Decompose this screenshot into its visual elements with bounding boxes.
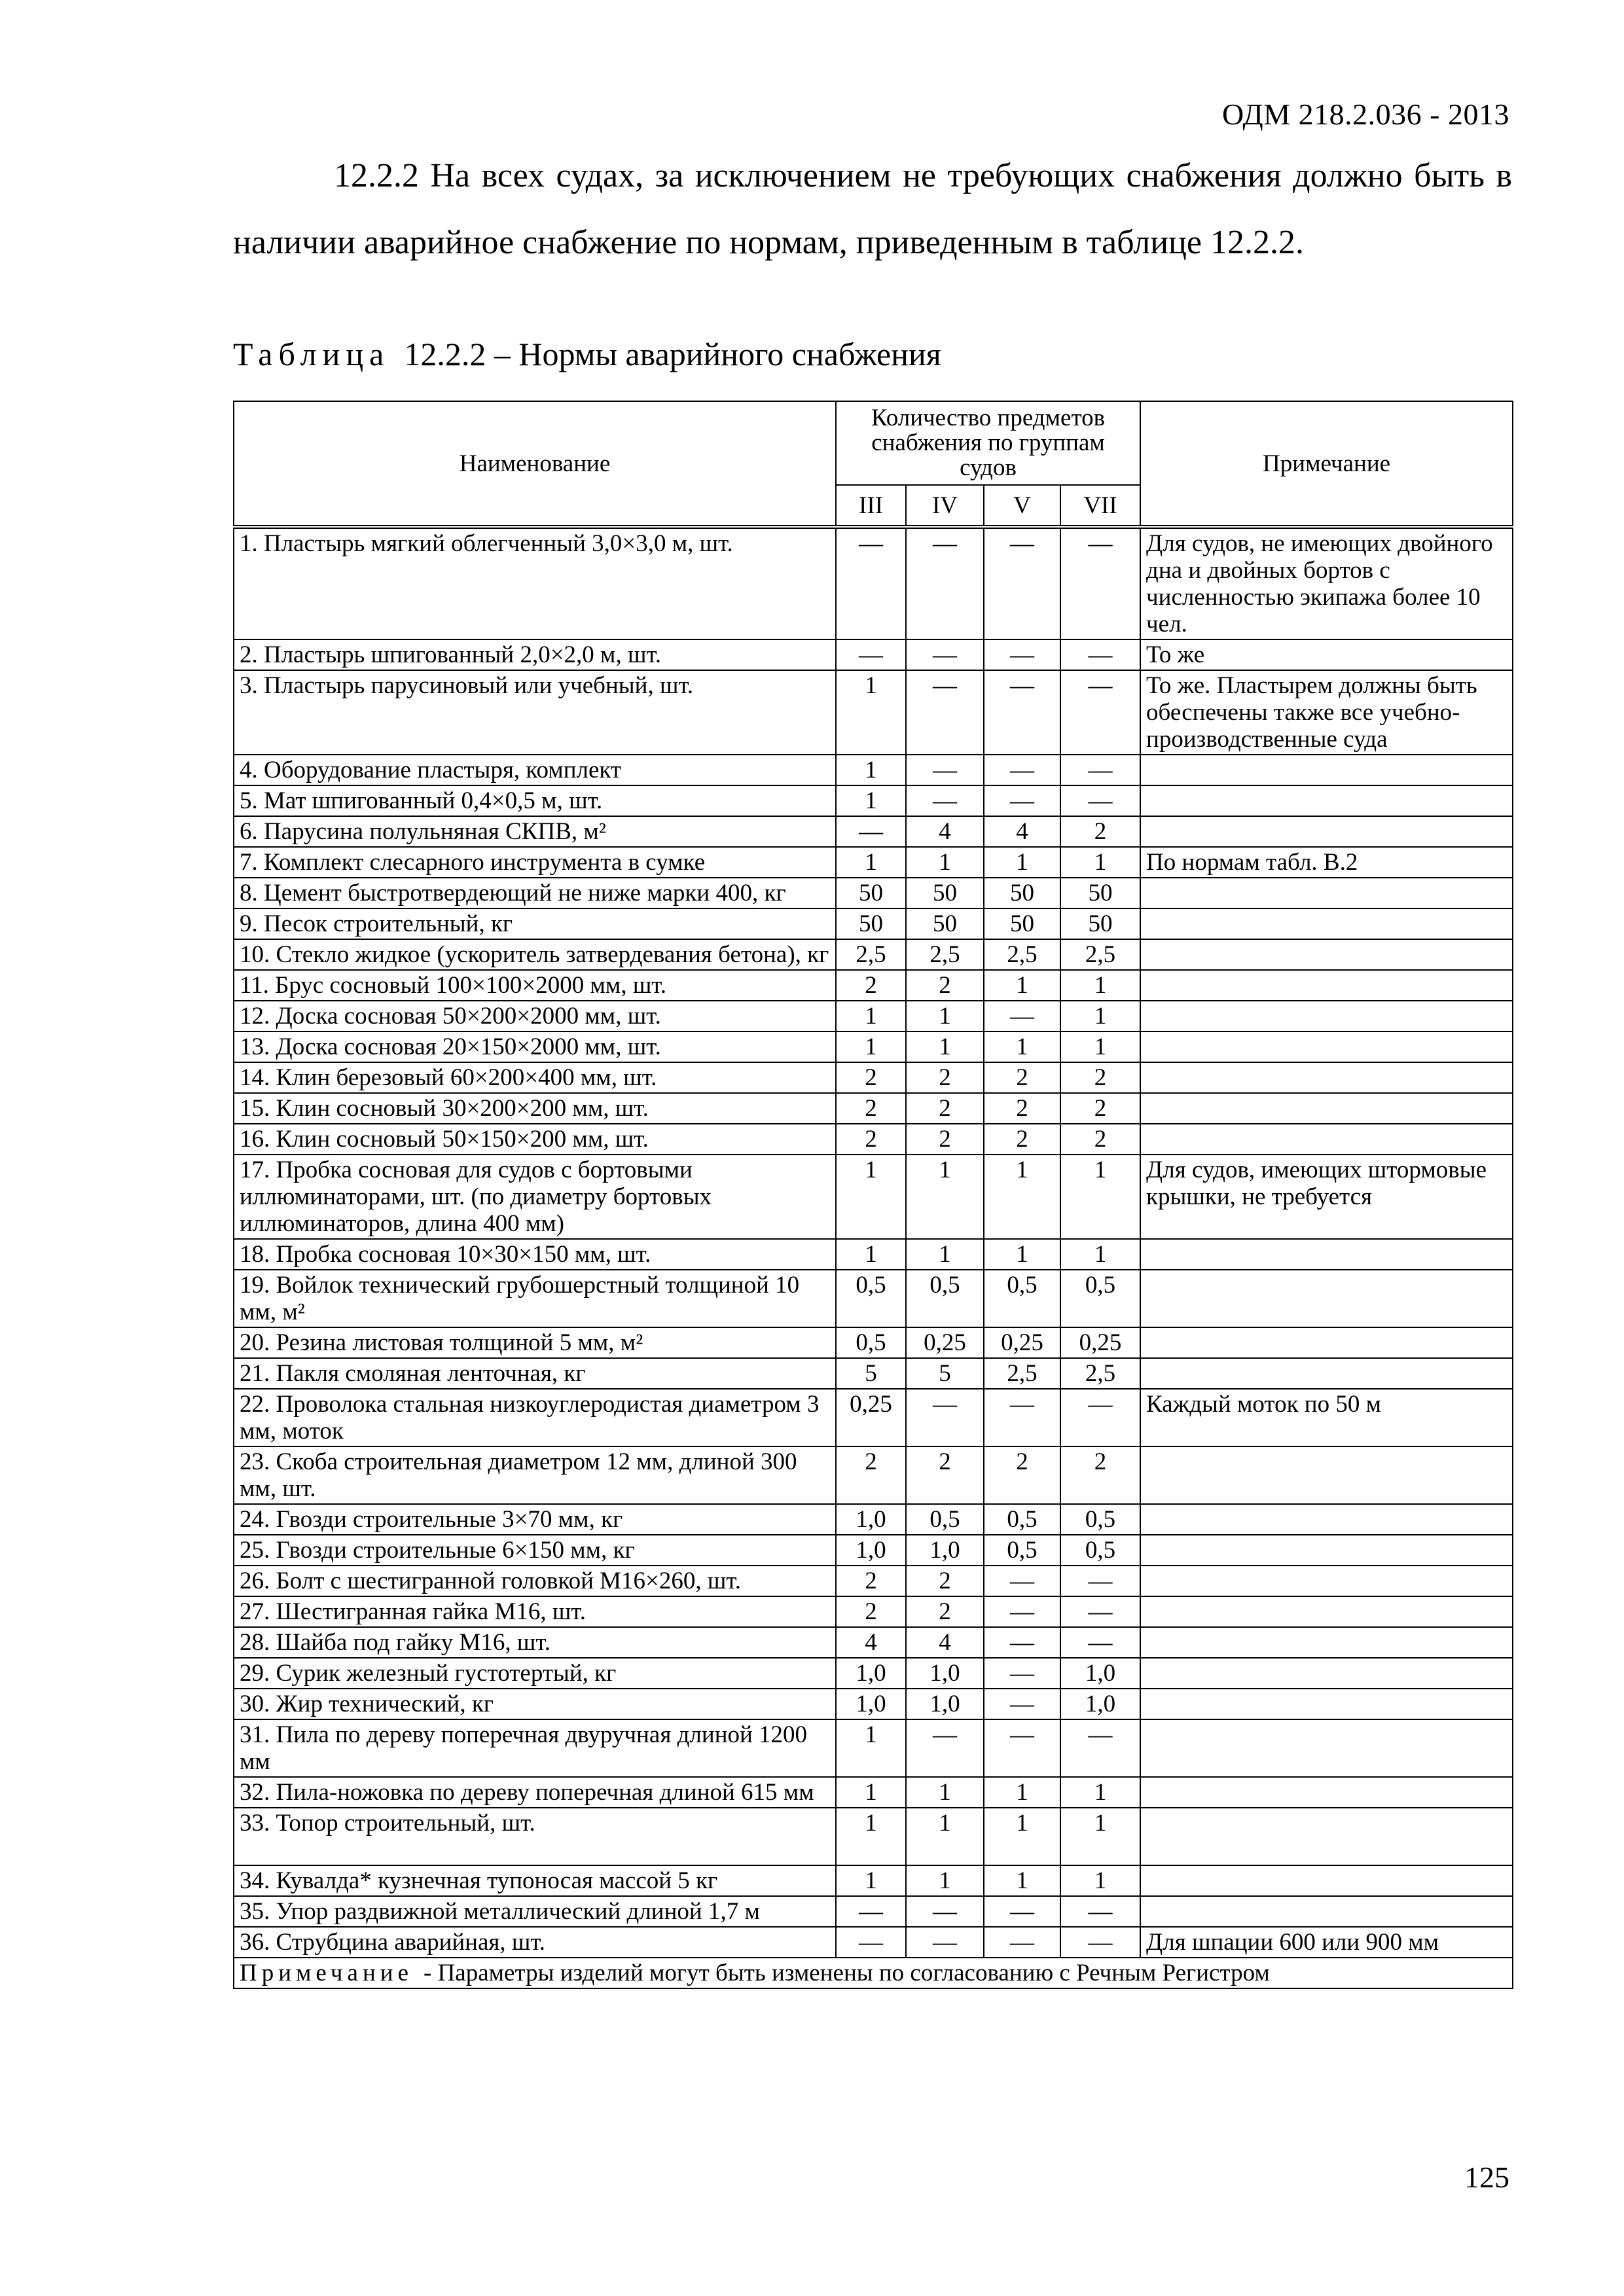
table-caption (233, 335, 941, 373)
quantity-cell: 2 (836, 1566, 906, 1596)
item-name-cell: 33. Топор строительный, шт. (234, 1808, 836, 1865)
quantity-cell: 1 (984, 1155, 1060, 1239)
quantity-cell: — (984, 785, 1060, 816)
quantity-cell: 1,0 (836, 1535, 906, 1566)
quantity-cell: 1 (836, 1001, 906, 1031)
quantity-cell: — (984, 1389, 1060, 1446)
table-row (234, 1865, 1513, 1896)
table-row (234, 878, 1513, 908)
quantity-cell: — (984, 1719, 1060, 1777)
quantity-cell: — (1060, 639, 1140, 670)
quantity-cell: 0,5 (906, 1270, 984, 1327)
quantity-cell: 1 (1060, 1031, 1140, 1062)
note-cell (1140, 1239, 1513, 1270)
header-group-vii: VII (1060, 485, 1140, 527)
quantity-cell: 2 (984, 1124, 1060, 1155)
quantity-cell: — (1060, 527, 1140, 639)
item-name-cell: 29. Сурик железный густотертый, кг (234, 1658, 836, 1689)
quantity-cell: — (906, 1927, 984, 1958)
quantity-cell: 2 (1060, 1446, 1140, 1504)
quantity-cell: 50 (906, 908, 984, 939)
quantity-cell: — (984, 1896, 1060, 1927)
item-name-cell: 2. Пластырь шпигованный 2,0×2,0 м, шт. (234, 639, 836, 670)
quantity-cell: 2 (836, 1124, 906, 1155)
header-note: Примечание (1140, 401, 1513, 527)
note-cell: То же (1140, 639, 1513, 670)
quantity-cell: 1 (1060, 1865, 1140, 1896)
quantity-cell: 1 (984, 1808, 1060, 1865)
header-name: Наименование (234, 401, 836, 527)
item-name-cell: 28. Шайба под гайку М16, шт. (234, 1627, 836, 1658)
quantity-cell: 1 (836, 670, 906, 755)
quantity-cell: 1 (984, 1777, 1060, 1808)
emergency-supply-table (233, 401, 1513, 1989)
quantity-cell: 2 (906, 1124, 984, 1155)
quantity-cell: 4 (906, 1627, 984, 1658)
item-name-cell: 16. Клин сосновый 50×150×200 мм, шт. (234, 1124, 836, 1155)
item-name-cell: 26. Болт с шестигранной головкой М16×260, шт. (234, 1566, 836, 1596)
note-cell (1140, 1270, 1513, 1327)
table-row (234, 1062, 1513, 1093)
note-cell (1140, 1865, 1513, 1896)
note-cell (1140, 1896, 1513, 1927)
quantity-cell: 2 (906, 970, 984, 1001)
quantity-cell: — (906, 639, 984, 670)
quantity-cell: 4 (906, 816, 984, 847)
quantity-cell: — (906, 1719, 984, 1777)
quantity-cell: 1 (984, 847, 1060, 878)
table-row (234, 1327, 1513, 1358)
quantity-cell: 2 (1060, 1093, 1140, 1124)
quantity-cell: 0,25 (906, 1327, 984, 1358)
quantity-cell: 50 (1060, 908, 1140, 939)
note-cell (1140, 1777, 1513, 1808)
item-name-cell: 10. Стекло жидкое (ускоритель затвердевания бетона), кг (234, 939, 836, 970)
quantity-cell: 5 (906, 1358, 984, 1389)
quantity-cell: 2 (1060, 816, 1140, 847)
note-cell: Каждый моток по 50 м (1140, 1389, 1513, 1446)
quantity-cell: 1 (984, 1239, 1060, 1270)
quantity-cell: — (836, 816, 906, 847)
quantity-cell: — (984, 527, 1060, 639)
table-row (234, 1446, 1513, 1504)
table-row (234, 908, 1513, 939)
footnote-text: - Параметры изделий могут быть изменены по согласованию с Речным Регистром (424, 1960, 1270, 1986)
header-quantity: Количество предметов снабжения по группам судов (836, 401, 1140, 485)
quantity-cell: 50 (836, 908, 906, 939)
item-name-cell: 27. Шестигранная гайка М16, шт. (234, 1596, 836, 1627)
quantity-cell: 0,25 (1060, 1327, 1140, 1358)
quantity-cell: 2,5 (1060, 939, 1140, 970)
quantity-cell: 2 (906, 1062, 984, 1093)
header-group-v: V (984, 485, 1060, 527)
quantity-cell: 1 (1060, 847, 1140, 878)
quantity-cell: 0,25 (836, 1389, 906, 1446)
quantity-cell: 2 (906, 1566, 984, 1596)
quantity-cell: — (1060, 1389, 1140, 1446)
item-name-cell: 24. Гвозди строительные 3×70 мм, кг (234, 1504, 836, 1535)
table-row (234, 1896, 1513, 1927)
item-name-cell: 21. Пакля смоляная ленточная, кг (234, 1358, 836, 1389)
table-row (234, 939, 1513, 970)
quantity-cell: 1 (836, 1777, 906, 1808)
note-cell (1140, 1808, 1513, 1865)
quantity-cell: 50 (836, 878, 906, 908)
quantity-cell: — (984, 1689, 1060, 1719)
quantity-cell: 1 (836, 1031, 906, 1062)
quantity-cell: 2 (984, 1062, 1060, 1093)
item-name-cell: 17. Пробка сосновая для судов с бортовыми иллюминаторами, шт. (по диаметру бортовых иллюминаторов, длина 400 мм) (234, 1155, 836, 1239)
note-cell (1140, 1719, 1513, 1777)
quantity-cell: 2 (906, 1446, 984, 1504)
note-cell (1140, 878, 1513, 908)
quantity-cell: 1,0 (1060, 1658, 1140, 1689)
table-row (234, 1777, 1513, 1808)
quantity-cell: 1 (906, 1808, 984, 1865)
quantity-cell: — (906, 785, 984, 816)
item-name-cell: 30. Жир технический, кг (234, 1689, 836, 1719)
quantity-cell: — (906, 527, 984, 639)
quantity-cell: 2 (836, 1093, 906, 1124)
quantity-cell: 1 (836, 847, 906, 878)
quantity-cell: 50 (1060, 878, 1140, 908)
note-cell (1140, 816, 1513, 847)
quantity-cell: — (1060, 670, 1140, 755)
quantity-cell: 1 (1060, 1808, 1140, 1865)
quantity-cell: — (1060, 1927, 1140, 1958)
table-row (234, 755, 1513, 785)
table-row (234, 1596, 1513, 1627)
item-name-cell: 34. Кувалда* кузнечная тупоносая массой 5 кг (234, 1865, 836, 1896)
quantity-cell: — (836, 1927, 906, 1958)
quantity-cell: 50 (984, 908, 1060, 939)
item-name-cell: 25. Гвозди строительные 6×150 мм, кг (234, 1535, 836, 1566)
note-cell (1140, 1566, 1513, 1596)
note-cell (1140, 785, 1513, 816)
item-name-cell: 3. Пластырь парусиновый или учебный, шт. (234, 670, 836, 755)
quantity-cell: 1,0 (906, 1535, 984, 1566)
quantity-cell: 0,5 (836, 1327, 906, 1358)
table-row (234, 1535, 1513, 1566)
quantity-cell: — (984, 1658, 1060, 1689)
intro-paragraph: 12.2.2 На всех судах, за исключением не требующих снабжения должно быть в наличии аварийное снабжение по нормам, приведенным в таблице 12.2.2. (233, 157, 1512, 261)
quantity-cell: — (1060, 1896, 1140, 1927)
item-name-cell: 15. Клин сосновый 30×200×200 мм, шт. (234, 1093, 836, 1124)
quantity-cell: 1,0 (906, 1689, 984, 1719)
quantity-cell: 50 (984, 878, 1060, 908)
quantity-cell: 4 (836, 1627, 906, 1658)
quantity-cell: — (1060, 1596, 1140, 1627)
quantity-cell: — (906, 1389, 984, 1446)
quantity-cell: 0,5 (1060, 1504, 1140, 1535)
item-name-cell: 13. Доска сосновая 20×150×2000 мм, шт. (234, 1031, 836, 1062)
table-row (234, 785, 1513, 816)
table-footnote (234, 1958, 1513, 1988)
quantity-cell: 2 (984, 1093, 1060, 1124)
item-name-cell: 32. Пила-ножовка по дереву поперечная длиной 615 мм (234, 1777, 836, 1808)
quantity-cell: 1 (836, 785, 906, 816)
table-row (234, 1270, 1513, 1327)
quantity-cell: 1 (1060, 1155, 1140, 1239)
quantity-cell: 1 (906, 1031, 984, 1062)
quantity-cell: — (984, 1927, 1060, 1958)
quantity-cell: 0,5 (906, 1504, 984, 1535)
quantity-cell: 1 (906, 1239, 984, 1270)
item-name-cell: 12. Доска сосновая 50×200×2000 мм, шт. (234, 1001, 836, 1031)
note-cell (1140, 1504, 1513, 1535)
quantity-cell: — (906, 670, 984, 755)
item-name-cell: 22. Проволока стальная низкоуглеродистая диаметром 3 мм, моток (234, 1389, 836, 1446)
note-cell: Для судов, не имеющих двойного дна и двойных бортов с численностью экипажа более 10 чел. (1140, 527, 1513, 639)
quantity-cell: 0,5 (836, 1270, 906, 1327)
quantity-cell: 0,5 (1060, 1270, 1140, 1327)
quantity-cell: 1 (984, 1865, 1060, 1896)
quantity-cell: — (1060, 1627, 1140, 1658)
note-cell (1140, 970, 1513, 1001)
table-row (234, 1093, 1513, 1124)
note-cell (1140, 1031, 1513, 1062)
quantity-cell: 2,5 (984, 939, 1060, 970)
quantity-cell: 1 (1060, 1777, 1140, 1808)
quantity-cell: 5 (836, 1358, 906, 1389)
table-row (234, 1239, 1513, 1270)
item-name-cell: 31. Пила по дереву поперечная двуручная длиной 1200 мм (234, 1719, 836, 1777)
item-name-cell: 1. Пластырь мягкий облегченный 3,0×3,0 м, шт. (234, 527, 836, 639)
quantity-cell: 1 (836, 1719, 906, 1777)
table-row (234, 816, 1513, 847)
item-name-cell: 9. Песок строительный, кг (234, 908, 836, 939)
quantity-cell: 1 (836, 1808, 906, 1865)
table-row (234, 1808, 1513, 1865)
item-name-cell: 23. Скоба строительная диаметром 12 мм, длиной 300 мм, шт. (234, 1446, 836, 1504)
quantity-cell: 1,0 (836, 1504, 906, 1535)
quantity-cell: 1 (836, 755, 906, 785)
table-row (234, 1124, 1513, 1155)
table-row (234, 1504, 1513, 1535)
note-cell (1140, 1535, 1513, 1566)
item-name-cell: 14. Клин березовый 60×200×400 мм, шт. (234, 1062, 836, 1093)
note-cell (1140, 1446, 1513, 1504)
note-cell (1140, 908, 1513, 939)
quantity-cell: 2,5 (836, 939, 906, 970)
quantity-cell: 1 (906, 1777, 984, 1808)
quantity-cell: 2 (984, 1446, 1060, 1504)
table-row (234, 1358, 1513, 1389)
quantity-cell: — (1060, 785, 1140, 816)
item-name-cell: 8. Цемент быстротвердеющий не ниже марки 400, кг (234, 878, 836, 908)
note-cell (1140, 1658, 1513, 1689)
note-cell (1140, 1596, 1513, 1627)
note-cell (1140, 1689, 1513, 1719)
item-name-cell: 4. Оборудование пластыря, комплект (234, 755, 836, 785)
table-row (234, 1001, 1513, 1031)
item-name-cell: 20. Резина листовая толщиной 5 мм, м² (234, 1327, 836, 1358)
quantity-cell: 0,5 (1060, 1535, 1140, 1566)
quantity-cell: 1 (1060, 1239, 1140, 1270)
quantity-cell: 1 (836, 1865, 906, 1896)
page-number: 125 (1464, 2161, 1509, 2194)
table-row (234, 847, 1513, 878)
table-row (234, 1719, 1513, 1777)
quantity-cell: 2 (836, 1062, 906, 1093)
table-row (234, 1031, 1513, 1062)
quantity-cell: 1 (906, 847, 984, 878)
quantity-cell: 2 (836, 970, 906, 1001)
note-cell (1140, 1327, 1513, 1358)
table-row (234, 1658, 1513, 1689)
table-row (234, 1927, 1513, 1958)
item-name-cell: 36. Струбцина аварийная, шт. (234, 1927, 836, 1958)
table-row (234, 1689, 1513, 1719)
quantity-cell: 1,0 (836, 1689, 906, 1719)
quantity-cell: 1 (836, 1155, 906, 1239)
table-row (234, 670, 1513, 755)
quantity-cell: 1 (836, 1239, 906, 1270)
quantity-cell: — (906, 1896, 984, 1927)
item-name-cell: 7. Комплект слесарного инструмента в сумке (234, 847, 836, 878)
item-name-cell: 35. Упор раздвижной металлический длиной 1,7 м (234, 1896, 836, 1927)
note-cell (1140, 1062, 1513, 1093)
table-row (234, 1389, 1513, 1446)
note-cell: Для шпации 600 или 900 мм (1140, 1927, 1513, 1958)
item-name-cell: 11. Брус сосновый 100×100×2000 мм, шт. (234, 970, 836, 1001)
document-code: ОДМ 218.2.036 - 2013 (1221, 98, 1509, 131)
note-cell (1140, 1124, 1513, 1155)
header-group-iii: III (836, 485, 906, 527)
note-cell (1140, 1627, 1513, 1658)
quantity-cell: 2 (836, 1596, 906, 1627)
quantity-cell: — (984, 1596, 1060, 1627)
note-cell: По нормам табл. В.2 (1140, 847, 1513, 878)
quantity-cell: 1 (906, 1155, 984, 1239)
quantity-cell: — (984, 1566, 1060, 1596)
quantity-cell: 0,5 (984, 1535, 1060, 1566)
quantity-cell: — (1060, 1719, 1140, 1777)
quantity-cell: 4 (984, 816, 1060, 847)
note-cell: Для судов, имеющих штормовые крышки, не требуется (1140, 1155, 1513, 1239)
quantity-cell: 2,5 (1060, 1358, 1140, 1389)
quantity-cell: 2,5 (906, 939, 984, 970)
quantity-cell: — (984, 639, 1060, 670)
table-row (234, 527, 1513, 639)
quantity-cell: — (1060, 1566, 1140, 1596)
quantity-cell: 1 (984, 970, 1060, 1001)
quantity-cell: — (984, 670, 1060, 755)
note-cell (1140, 1358, 1513, 1389)
item-name-cell: 6. Парусина полульняная СКПВ, м² (234, 816, 836, 847)
quantity-cell: 2 (1060, 1124, 1140, 1155)
quantity-cell: 1 (1060, 970, 1140, 1001)
table-caption-text: 12.2.2 – Нормы аварийного снабжения (404, 336, 941, 372)
table-row (234, 1627, 1513, 1658)
quantity-cell: 50 (906, 878, 984, 908)
note-cell: То же. Пластырем должны быть обеспечены также все учебно-производственные суда (1140, 670, 1513, 755)
item-name-cell: 18. Пробка сосновая 10×30×150 мм, шт. (234, 1239, 836, 1270)
quantity-cell: 2 (906, 1093, 984, 1124)
note-cell (1140, 939, 1513, 970)
note-cell (1140, 1093, 1513, 1124)
quantity-cell: — (906, 755, 984, 785)
quantity-cell: 0,25 (984, 1327, 1060, 1358)
quantity-cell: — (836, 527, 906, 639)
quantity-cell: 1 (1060, 1001, 1140, 1031)
table-row (234, 639, 1513, 670)
header-group-iv: IV (906, 485, 984, 527)
quantity-cell: 1 (906, 1865, 984, 1896)
quantity-cell: 2 (836, 1446, 906, 1504)
quantity-cell: 2,5 (984, 1358, 1060, 1389)
quantity-cell: 2 (1060, 1062, 1140, 1093)
quantity-cell: — (1060, 755, 1140, 785)
footnote-label: Примечание (240, 1960, 413, 1986)
table-row (234, 1566, 1513, 1596)
quantity-cell: — (984, 1001, 1060, 1031)
quantity-cell: — (984, 1627, 1060, 1658)
quantity-cell: 1,0 (836, 1658, 906, 1689)
table-row (234, 970, 1513, 1001)
quantity-cell: — (836, 639, 906, 670)
table-caption-label: Таблица (233, 336, 390, 372)
quantity-cell: 0,5 (984, 1504, 1060, 1535)
item-name-cell: 19. Войлок технический грубошерстный толщиной 10 мм, м² (234, 1270, 836, 1327)
quantity-cell: — (984, 755, 1060, 785)
quantity-cell: — (836, 1896, 906, 1927)
note-cell (1140, 1001, 1513, 1031)
quantity-cell: 1,0 (1060, 1689, 1140, 1719)
quantity-cell: 1 (984, 1031, 1060, 1062)
table-body (234, 527, 1513, 1958)
quantity-cell: 1,0 (906, 1658, 984, 1689)
quantity-cell: 0,5 (984, 1270, 1060, 1327)
note-cell (1140, 755, 1513, 785)
quantity-cell: 2 (906, 1596, 984, 1627)
item-name-cell: 5. Мат шпигованный 0,4×0,5 м, шт. (234, 785, 836, 816)
table-header (234, 401, 1513, 527)
quantity-cell: 1 (906, 1001, 984, 1031)
table-row (234, 1155, 1513, 1239)
